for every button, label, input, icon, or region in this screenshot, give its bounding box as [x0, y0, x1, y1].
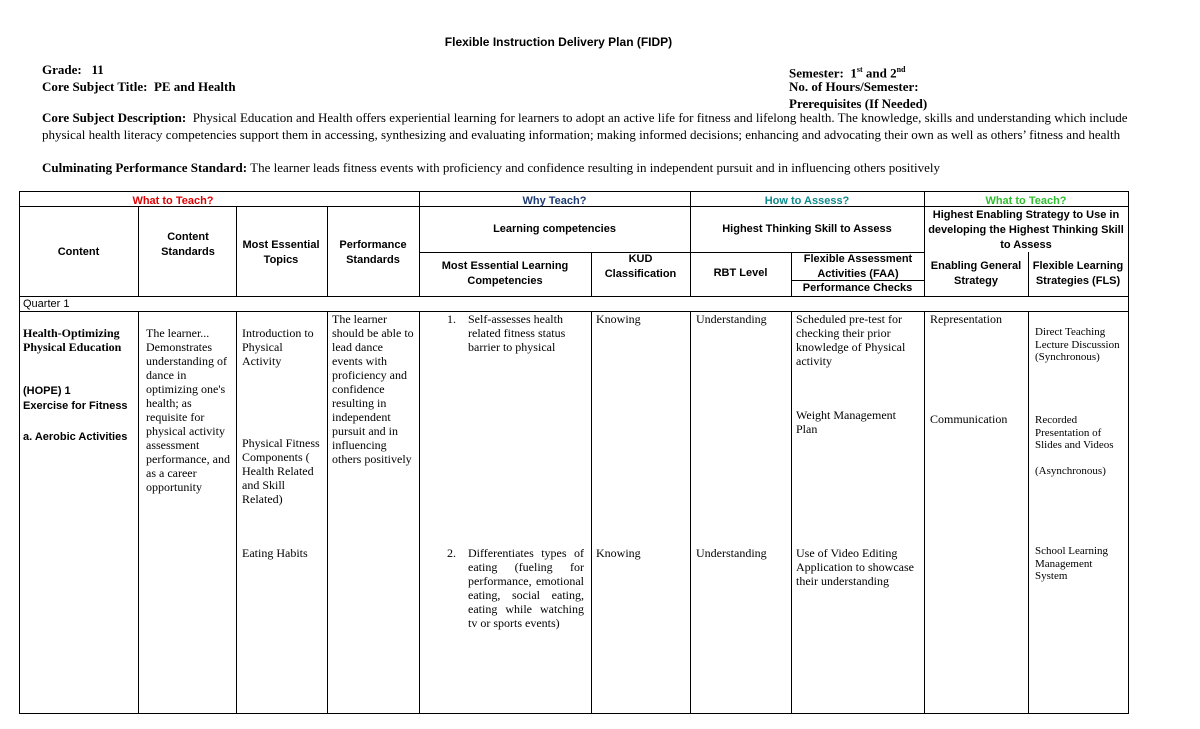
- header-highest-enabling: Highest Enabling Strategy to Use in developing the Highest Thinking Skill to Assess: [928, 209, 1124, 251]
- header-highest-thinking: Highest Thinking Skill to Assess: [722, 223, 892, 235]
- content-hope-1: (HOPE) 1: [23, 385, 71, 397]
- quarter-label: Quarter 1: [23, 298, 70, 310]
- semester-and: and 2: [865, 65, 897, 81]
- competency-2-text: Differentiates types of eating (fueling for performance, emotional eating, social eating, eating while watching tv or sports events): [468, 546, 584, 630]
- semester-label: Semester:: [789, 65, 844, 81]
- header-most-essential-topics: Most Essential Topics: [242, 239, 320, 266]
- header-content-standards: Content Standards: [161, 231, 215, 258]
- grade-line: [42, 61, 104, 78]
- header-performance-standards: Performance Standards: [339, 239, 407, 266]
- topic-eating-habits: Eating Habits: [242, 546, 308, 560]
- core-title-value: PE and Health: [153, 79, 236, 94]
- header-melc: Most Essential Learning Competencies: [441, 260, 569, 287]
- document-title: Flexible Instruction Delivery Plan (FIDP): [444, 35, 673, 49]
- culminating-line: [42, 159, 1152, 176]
- competency-2-number: 2.: [447, 546, 456, 560]
- performance-standard-text: The learner should be able to lead dance events with proficiency and confidence resulting in independent pursuit and in influencing others positively: [332, 312, 414, 466]
- group-how-to-assess: How to Assess?: [764, 195, 850, 207]
- core-title-label: Core Subject Title:: [42, 79, 148, 94]
- header-fls: Flexible Learning Strategies (FLS): [1032, 260, 1124, 287]
- description-label: Core Subject Description:: [42, 110, 187, 125]
- topic-fitness-components: Physical Fitness Components ( Health Related and Skill Related): [242, 436, 320, 506]
- group-what-to-teach-2: What to Teach?: [985, 195, 1067, 207]
- enabling-communication: Communication: [930, 412, 1008, 426]
- content-standard-text: The learner... Demonstrates understanding of dance in optimizing one's health; as requisite for physical activity assessment performance, and as a career opportunity: [146, 326, 230, 494]
- faa-weight-management: Weight Management Plan: [796, 408, 897, 436]
- header-rbt: RBT Level: [713, 267, 768, 279]
- header-kud: KUD Classification: [604, 253, 677, 280]
- faa-video-editing: Use of Video Editing Application to showcase their understanding: [796, 546, 914, 588]
- rbt-1: Understanding: [696, 312, 767, 326]
- header-enabling-general: Enabling General Strategy: [930, 260, 1022, 287]
- culminating-label: Culminating Performance Standard:: [42, 160, 248, 175]
- topic-intro-physical-activity: Introduction to Physical Activity: [242, 326, 314, 368]
- kud-1: Knowing: [596, 312, 641, 326]
- semester-second-sup: nd: [896, 65, 906, 74]
- description-line-1: [42, 109, 1152, 126]
- description-text-1: Physical Education and Health offers experiential learning for learners to adopt an active life for fitness and lifelong health. The knowledge, skills and understanding which include: [192, 110, 1128, 125]
- content-exercise-fitness: Exercise for Fitness: [23, 400, 128, 412]
- grade-label: Grade:: [42, 62, 82, 77]
- semester-first: 1: [850, 65, 857, 81]
- competency-1-number: 1.: [447, 312, 456, 326]
- group-why-teach: Why Teach?: [522, 195, 587, 207]
- faa-pretest: Scheduled pre-test for checking their prior knowledge of Physical activity: [796, 312, 906, 368]
- culminating-value: The learner leads fitness events with proficiency and confidence resulting in independent pursuit and in influencing others positively: [250, 160, 941, 175]
- fls-school-lms: School Learning Management System: [1035, 545, 1109, 582]
- hours-label: No. of Hours/Semester:: [789, 79, 919, 94]
- header-faa: Flexible Assessment Activities (FAA): [803, 253, 913, 280]
- header-content: Content: [57, 246, 100, 258]
- rbt-2: Understanding: [696, 546, 767, 560]
- fls-recorded-presentation: Recorded Presentation of Slides and Videos: [1035, 414, 1114, 451]
- grade-value: 11: [91, 62, 104, 77]
- fls-direct-teaching: Direct Teaching Lecture Discussion (Synchronous): [1035, 326, 1120, 363]
- group-what-to-teach: What to Teach?: [132, 195, 214, 207]
- content-aerobic: a. Aerobic Activities: [23, 431, 128, 443]
- core-title-line: [42, 78, 236, 95]
- prereq-label: Prerequisites (If Needed): [789, 96, 928, 111]
- header-performance-checks: Performance Checks: [802, 282, 913, 294]
- content-hope-title: Health-Optimizing Physical Education: [23, 326, 122, 354]
- header-learning-competencies: Learning competencies: [493, 223, 616, 235]
- fls-asynchronous: (Asynchronous): [1035, 465, 1106, 477]
- competency-1-text: Self-assesses health related fitness status barrier to physical: [468, 312, 566, 354]
- kud-2: Knowing: [596, 546, 641, 560]
- description-text-2: physical health literacy competencies support them in accessing, synthesizing and evaluating information; making informed decisions; enhancing and advocating their own as well as others’ fitness and health: [42, 127, 1121, 142]
- enabling-representation: Representation: [930, 312, 1002, 326]
- semester-first-sup: st: [856, 65, 863, 74]
